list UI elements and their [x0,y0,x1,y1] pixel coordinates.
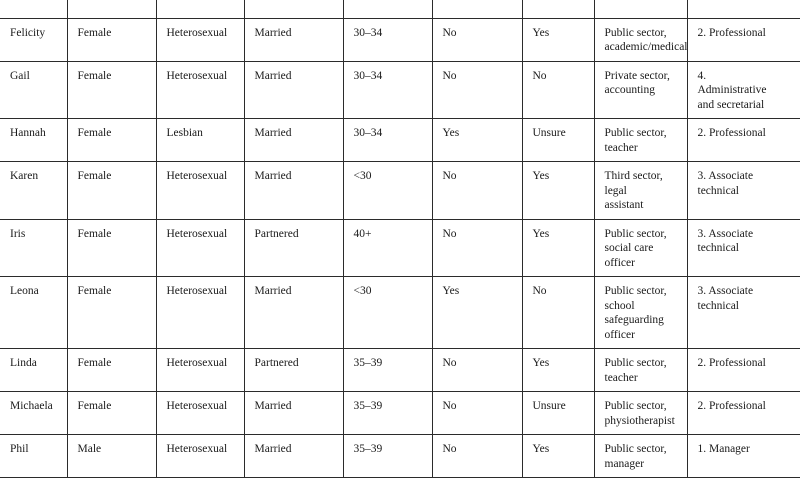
cell-text [605,0,687,2]
cell-text: No [443,399,522,414]
cell-sexuality [156,349,244,392]
table-row-partial [0,0,800,18]
cell-occupation [594,61,687,119]
cell-col7 [522,435,594,478]
cell-text: Heterosexual [167,26,244,41]
cell-text: Married [255,284,343,299]
cell-classification [687,61,800,119]
cell-occupation [594,349,687,392]
cell-relationship [244,392,343,435]
cell-age [343,219,432,277]
cell-classification [687,219,800,277]
cell-occupation [594,277,687,349]
cell-col6 [432,18,522,61]
cell-text: Married [255,169,343,184]
cell-text: Heterosexual [167,442,244,457]
cell-name [0,18,67,61]
cell-text: No [443,356,522,371]
cell-text: Female [78,169,156,184]
cell-age [343,119,432,162]
cell-text: Yes [533,227,594,242]
cell-occupation [594,18,687,61]
cell-text: Public sector, school safeguarding officer [605,284,687,342]
cell-classification [687,18,800,61]
cell-sexuality [156,18,244,61]
cell-relationship [244,435,343,478]
cell-text: 4. Administrative and secretarial [698,69,800,113]
cell-text: Female [78,399,156,414]
cell-relationship [244,277,343,349]
table-row [0,61,800,119]
cell-classification [687,0,800,18]
cell-relationship [244,61,343,119]
cell-col7 [522,349,594,392]
cell-col7 [522,162,594,220]
cell-classification [687,119,800,162]
cell-text: Heterosexual [167,356,244,371]
cell-text: 3. Associate technical [698,169,800,198]
cell-age [343,277,432,349]
cell-sexuality [156,119,244,162]
cell-text: Married [255,442,343,457]
cell-relationship [244,162,343,220]
cell-text: Married [255,69,343,84]
cell-gender [67,61,156,119]
cell-name [0,219,67,277]
cell-gender [67,162,156,220]
cell-name [0,349,67,392]
cell-col7 [522,392,594,435]
table-row [0,119,800,162]
table-row [0,349,800,392]
cell-col6 [432,219,522,277]
cell-sexuality [156,61,244,119]
table-row [0,277,800,349]
cell-age [343,18,432,61]
cell-text: Yes [443,126,522,141]
cell-relationship [244,219,343,277]
cell-occupation [594,435,687,478]
table-row [0,18,800,61]
cell-text: Heterosexual [167,69,244,84]
cell-name [0,435,67,478]
cell-gender [67,392,156,435]
cell-occupation [594,219,687,277]
cell-name [0,0,67,18]
cell-text: No [533,69,594,84]
cell-gender [67,219,156,277]
cell-text: Heterosexual [167,284,244,299]
cell-occupation [594,162,687,220]
cell-text: No [443,227,522,242]
cell-relationship [244,18,343,61]
cell-text: Third sector, legal assistant [605,169,687,213]
cell-relationship [244,0,343,18]
cell-text: 35–39 [354,356,432,371]
cell-text: 2. Professional [698,356,800,371]
cell-relationship [244,349,343,392]
cell-text: Unsure [533,399,594,414]
cell-text: Public sector, physiotherapist [605,399,687,428]
cell-col6 [432,349,522,392]
cell-text: Public sector, academic/medical [605,26,687,55]
cell-text: Heterosexual [167,227,244,242]
cell-text: 30–34 [354,126,432,141]
cell-text: 30–34 [354,26,432,41]
cell-gender [67,277,156,349]
cell-age [343,435,432,478]
cell-text: 1. Manager [698,442,800,457]
cell-text: Male [78,442,156,457]
cell-name [0,162,67,220]
cell-text: Married [255,399,343,414]
cell-age [343,349,432,392]
cell-sexuality [156,162,244,220]
cell-col6 [432,392,522,435]
cell-col7 [522,277,594,349]
cell-text: No [443,169,522,184]
cell-relationship [244,119,343,162]
cell-col7 [522,61,594,119]
cell-age [343,61,432,119]
cell-text: 40+ [354,227,432,242]
cell-text: Yes [533,26,594,41]
cell-text: Private sector, accounting [605,69,687,98]
cell-sexuality [156,219,244,277]
table-row [0,162,800,220]
cell-text: No [443,442,522,457]
cell-text: Female [78,356,156,371]
cell-col6 [432,435,522,478]
cell-sexuality [156,435,244,478]
cell-text: 2. Professional [698,126,800,141]
cell-text: Lesbian [167,126,244,141]
cell-sexuality [156,0,244,18]
cell-gender [67,435,156,478]
cell-classification [687,162,800,220]
table-row [0,392,800,435]
cell-text: Married [255,126,343,141]
cell-text: Public sector, teacher [605,356,687,385]
cell-text: Female [78,284,156,299]
cell-sexuality [156,392,244,435]
cell-text: 35–39 [354,442,432,457]
cell-text: Female [78,26,156,41]
cell-text: Female [78,69,156,84]
cell-text: Yes [533,442,594,457]
cell-col7 [522,219,594,277]
cell-text: 35–39 [354,399,432,414]
cell-text: Yes [443,284,522,299]
cell-text: Public sector, social care officer [605,227,687,271]
cell-text: Female [78,126,156,141]
cell-text: Unsure [533,126,594,141]
cell-text: Partnered [255,227,343,242]
cell-text: No [533,284,594,299]
cell-text: 3. Associate technical [698,227,800,256]
cell-classification [687,435,800,478]
cell-col6 [432,162,522,220]
cell-text: No [443,69,522,84]
cell-text: 2. Professional [698,26,800,41]
cell-name [0,61,67,119]
cell-name [0,119,67,162]
cell-age [343,162,432,220]
cell-text: Phil [10,442,67,457]
cell-text: 30–34 [354,69,432,84]
cell-text: Leona [10,284,67,299]
cell-gender [67,119,156,162]
cell-text: Public sector, manager [605,442,687,471]
cell-name [0,392,67,435]
cell-age [343,0,432,18]
cell-gender [67,349,156,392]
cell-text: <30 [354,284,432,299]
cell-col7 [522,0,594,18]
cell-text: Married [255,26,343,41]
cell-age [343,392,432,435]
cell-text: Partnered [255,356,343,371]
cell-text: Female [78,227,156,242]
cell-text: Yes [533,169,594,184]
cell-text: Felicity [10,26,67,41]
cell-occupation [594,119,687,162]
cell-text: Michaela [10,399,67,414]
cell-text: <30 [354,169,432,184]
cell-text: Heterosexual [167,399,244,414]
cell-text: Heterosexual [167,169,244,184]
cell-occupation [594,392,687,435]
cell-classification [687,392,800,435]
cell-text: Public sector, teacher [605,126,687,155]
cell-occupation [594,0,687,18]
cell-text: No [443,26,522,41]
cell-col6 [432,61,522,119]
cell-name [0,277,67,349]
cell-text: Karen [10,169,67,184]
cell-text: Linda [10,356,67,371]
cell-sexuality [156,277,244,349]
cell-text: Iris [10,227,67,242]
cell-text: Yes [533,356,594,371]
table-row [0,435,800,478]
cell-col7 [522,119,594,162]
cell-col6 [432,119,522,162]
cell-classification [687,277,800,349]
cell-text: 2. Professional [698,399,800,414]
table-row [0,219,800,277]
cell-text: 3. Associate technical [698,284,800,313]
cell-gender [67,18,156,61]
cell-classification [687,349,800,392]
cell-gender [67,0,156,18]
cell-text: Hannah [10,126,67,141]
cell-text: Gail [10,69,67,84]
cell-col6 [432,277,522,349]
cell-col6 [432,0,522,18]
cell-col7 [522,18,594,61]
